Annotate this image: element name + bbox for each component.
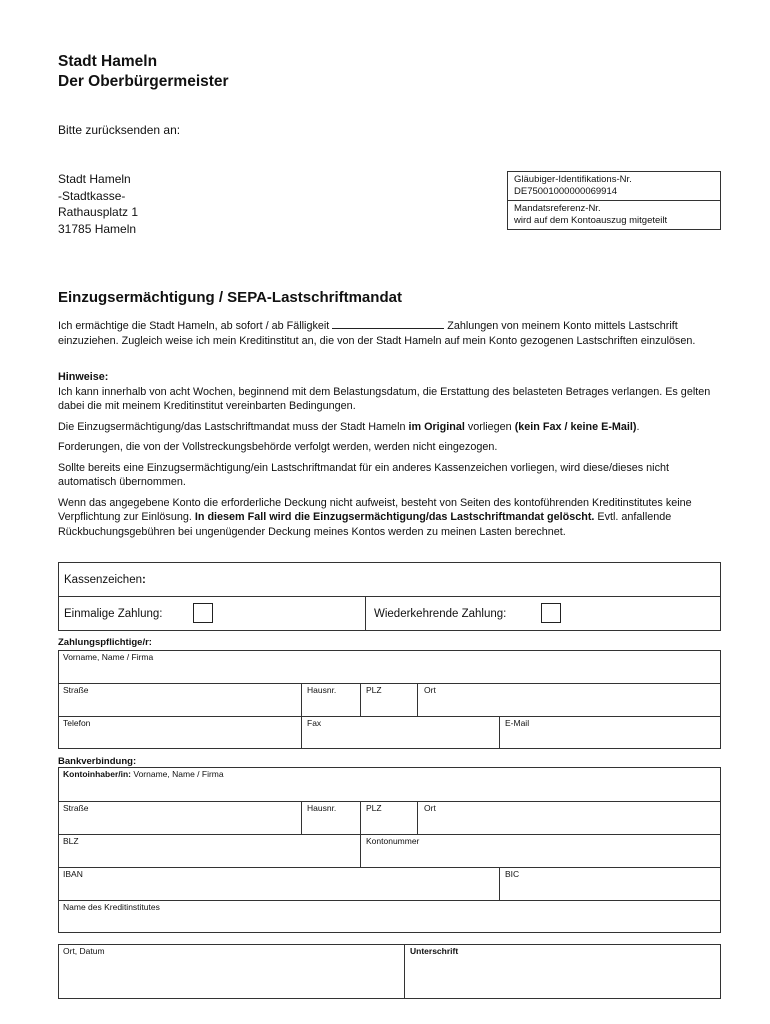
divider xyxy=(58,867,721,868)
intro-text: Ich ermächtige die Stadt Hameln, ab sofort / ab Fälligkeit xyxy=(58,320,330,332)
bank-house-no-field[interactable]: Hausnr. xyxy=(307,803,337,813)
mandate-ref-label: Mandatsreferenz-Nr. xyxy=(514,203,601,214)
note-emphasis: (kein Fax / keine E-Mail) xyxy=(514,420,637,433)
creditor-info-box xyxy=(507,171,721,230)
notes-section xyxy=(58,370,722,539)
payer-phone-field[interactable]: Telefon xyxy=(63,718,91,728)
address-line: Stadt Hameln xyxy=(58,172,131,186)
address-line: -Stadtkasse- xyxy=(58,188,126,203)
note-paragraph xyxy=(58,420,722,435)
divider xyxy=(417,683,418,716)
note-text: vorliegen xyxy=(467,420,512,433)
account-number-field[interactable]: Kontonummer xyxy=(366,836,420,846)
notes-heading: Hinweise: xyxy=(58,371,109,383)
return-address xyxy=(58,171,138,237)
office-name: Der Oberbürgermeister xyxy=(58,73,229,90)
payer-zip-field[interactable]: PLZ xyxy=(366,685,382,695)
form-title: Einzugsermächtigung / SEPA-Lastschriftmandat xyxy=(58,289,402,306)
blz-field[interactable]: BLZ xyxy=(63,836,79,846)
divider xyxy=(58,596,721,597)
address-line: Rathausplatz 1 xyxy=(58,205,139,219)
divider xyxy=(508,200,720,201)
bank-street-field[interactable]: Straße xyxy=(63,803,89,813)
signature-field[interactable]: Unterschrift xyxy=(410,946,459,956)
note-paragraph xyxy=(58,496,722,540)
divider xyxy=(404,944,405,999)
note-text: . xyxy=(636,420,640,433)
bank-city-field[interactable]: Ort xyxy=(424,803,436,813)
note-paragraph: Sollte bereits eine Einzugsermächtigung/ein Lastschriftmandat für ein anderes Kassenzeichen vorliegen, wird diese/dieses nicht automatisch übernommen. xyxy=(58,461,669,488)
divider xyxy=(360,801,361,867)
note-text: Evtl. anfallende Rückbuchungsgebühren bei ungenügender Deckung meines Kontos werden zu meinen Lasten berechnet. xyxy=(58,511,672,538)
note-paragraph: Forderungen, die von der Vollstreckungsbehörde verfolgt werden, werden nicht eingezogen. xyxy=(58,441,498,453)
divider xyxy=(360,683,361,716)
note-text: Wenn das angegebene Konto die erforderliche Deckung nicht aufweist, besteht von Seiten des kontoführenden Kreditinstitutes keine Verpflichtung zur Einlösung. xyxy=(58,496,692,523)
note-paragraph: Ich kann innerhalb von acht Wochen, beginnend mit dem Belastungsdatum, die Erstattung des belasteten Betrages verlangen. Es gelten dabei die mit meinem Kreditinstitut vereinbarten Bedingungen. xyxy=(58,385,711,412)
divider xyxy=(58,801,721,802)
intro-text: Zahlungen von meinem Konto mittels Lastschrift einzuziehen. Zugleich weise ich mein Kreditinstitut an, die von der Stadt Hameln auf mein Konto gezogenen Lastschriften einzulösen. xyxy=(58,320,696,347)
account-holder-hint: Vorname, Name / Firma xyxy=(133,769,224,779)
divider xyxy=(301,801,302,834)
kassenzeichen-field[interactable] xyxy=(64,573,146,587)
note-emphasis: im Original xyxy=(408,420,465,433)
divider xyxy=(58,716,721,717)
payer-fax-field[interactable]: Fax xyxy=(307,718,322,728)
colon: : xyxy=(142,574,146,586)
divider xyxy=(58,683,721,684)
divider xyxy=(58,900,721,901)
payer-email-field[interactable]: E-Mail xyxy=(505,718,530,728)
account-holder-field[interactable] xyxy=(63,769,224,780)
bank-zip-field[interactable]: PLZ xyxy=(366,803,382,813)
divider xyxy=(58,834,721,835)
due-date-blank[interactable] xyxy=(332,318,444,329)
signature-box xyxy=(58,944,721,999)
institute-name-field[interactable]: Name des Kreditinstitutes xyxy=(63,902,160,912)
organization-title xyxy=(58,52,229,92)
place-date-field[interactable]: Ort, Datum xyxy=(63,946,105,956)
city-name: Stadt Hameln xyxy=(58,53,158,70)
return-label: Bitte zurücksenden an: xyxy=(58,123,181,137)
payer-box xyxy=(58,650,721,749)
divider xyxy=(499,716,500,749)
creditor-id-value: DE75001000000069914 xyxy=(514,186,618,197)
payer-heading: Zahlungspflichtige/r: xyxy=(58,637,152,648)
bank-heading: Bankverbindung: xyxy=(58,756,137,767)
kassenzeichen-label: Kassenzeichen xyxy=(64,574,142,586)
creditor-id-label: Gläubiger-Identifikations-Nr. xyxy=(514,174,632,185)
payer-street-field[interactable]: Straße xyxy=(63,685,89,695)
divider xyxy=(499,867,500,900)
divider xyxy=(301,683,302,749)
iban-field[interactable]: IBAN xyxy=(63,869,83,879)
note-emphasis: In diesem Fall wird die Einzugsermächtigung/das Lastschriftmandat gelöscht. xyxy=(194,511,595,523)
note-text: Die Einzugsermächtigung/das Lastschriftmandat muss der Stadt Hameln xyxy=(58,420,406,433)
intro-paragraph xyxy=(58,318,722,348)
divider xyxy=(365,596,366,631)
account-holder-label: Kontoinhaber/in: xyxy=(63,769,131,779)
mandate-ref-note: wird auf dem Kontoauszug mitgeteilt xyxy=(514,215,668,226)
address-line: 31785 Hameln xyxy=(58,221,137,236)
one-time-payment-checkbox[interactable] xyxy=(193,603,213,623)
payer-name-field[interactable]: Vorname, Name / Firma xyxy=(63,652,154,662)
bic-field[interactable]: BIC xyxy=(505,869,520,879)
recurring-payment-checkbox[interactable] xyxy=(541,603,561,623)
recurring-payment-label: Wiederkehrende Zahlung: xyxy=(374,608,507,620)
payer-city-field[interactable]: Ort xyxy=(424,685,436,695)
one-time-payment-label: Einmalige Zahlung: xyxy=(64,608,163,620)
payer-house-no-field[interactable]: Hausnr. xyxy=(307,685,337,695)
divider xyxy=(417,801,418,834)
